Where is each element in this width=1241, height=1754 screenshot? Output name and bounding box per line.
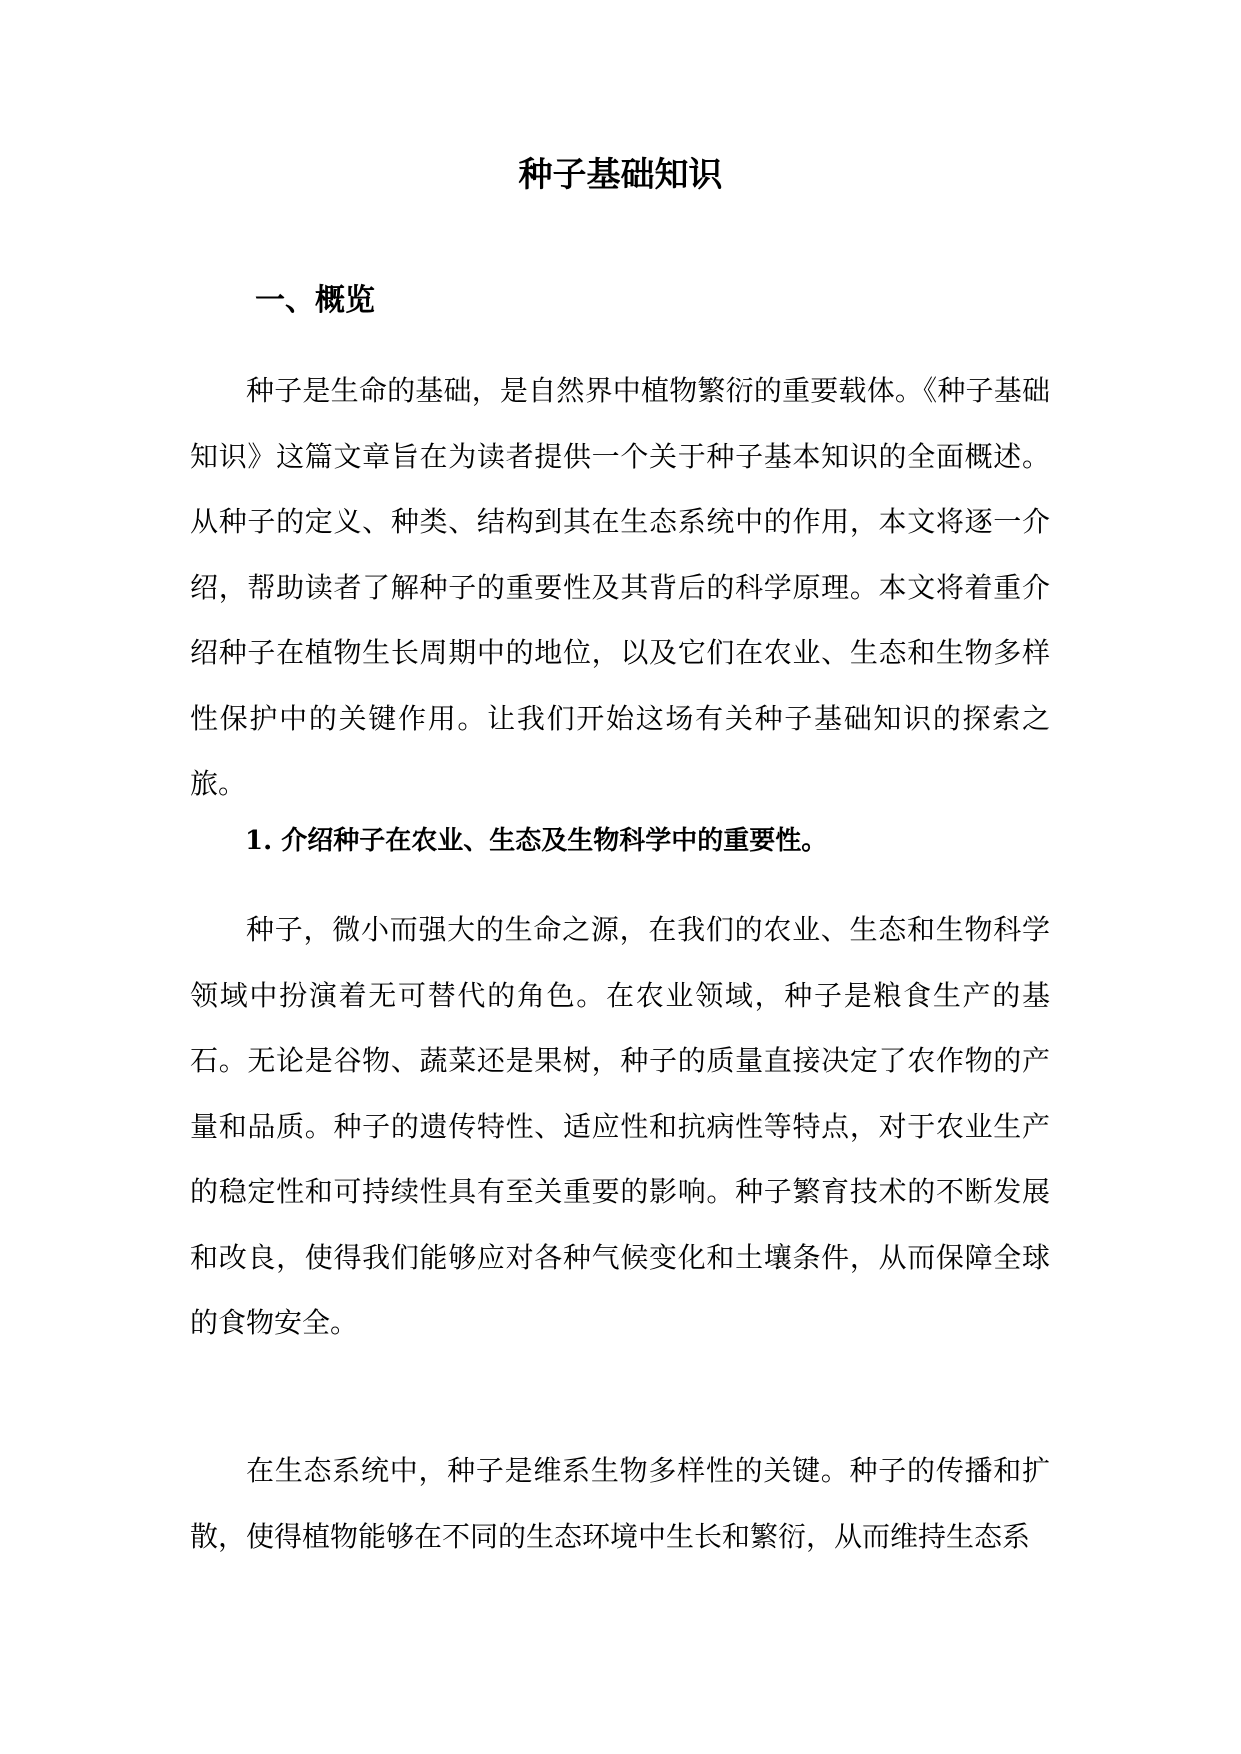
overview-paragraph: 种子是生命的基础，是自然界中植物繁衍的重要载体。《种子基础知识》这篇文章旨在为读者提供一个关于种子基本知识的全面概述。从种子的定义、种类、结构到其在生态系统中的作用，本文将逐一介绍，帮助读者了解种子的重要性及其背后的科学原理。本文将着重介绍种子在植物生长周期中的地位，以及它们在农业、生态和生物多样性保护中的关键作用。让我们开始这场有关种子基础知识的探索之旅。 xyxy=(190,374,1050,800)
body-paragraph: 种子，微小而强大的生命之源，在我们的农业、生态和生物科学领域中扮演着无可替代的角色。在农业领域，种子是粮食生产的基石。无论是谷物、蔬菜还是果树，种子的质量直接决定了农作物的产量和品质。种子的遗传特性、适应性和抗病性等特点，对于农业生产的稳定性和可持续性具有至关重要的影响。种子繁育技术的不断发展和改良，使得我们能够应对各种气候变化和土壤条件，从而保障全球的食物安全。 xyxy=(190,913,1050,1339)
body-paragraph: 在生态系统中，种子是维系生物多样性的关键。种子的传播和扩散，使得植物能够在不同的生态环境中生长和繁衍，从而维持生态系 xyxy=(190,1454,1050,1553)
document-title: 种子基础知识 xyxy=(518,155,723,195)
section-heading-overview: 一、概览 xyxy=(255,283,375,318)
subsection-heading-importance: 1. 介绍种子在农业、生态及生物科学中的重要性。 xyxy=(245,826,828,856)
